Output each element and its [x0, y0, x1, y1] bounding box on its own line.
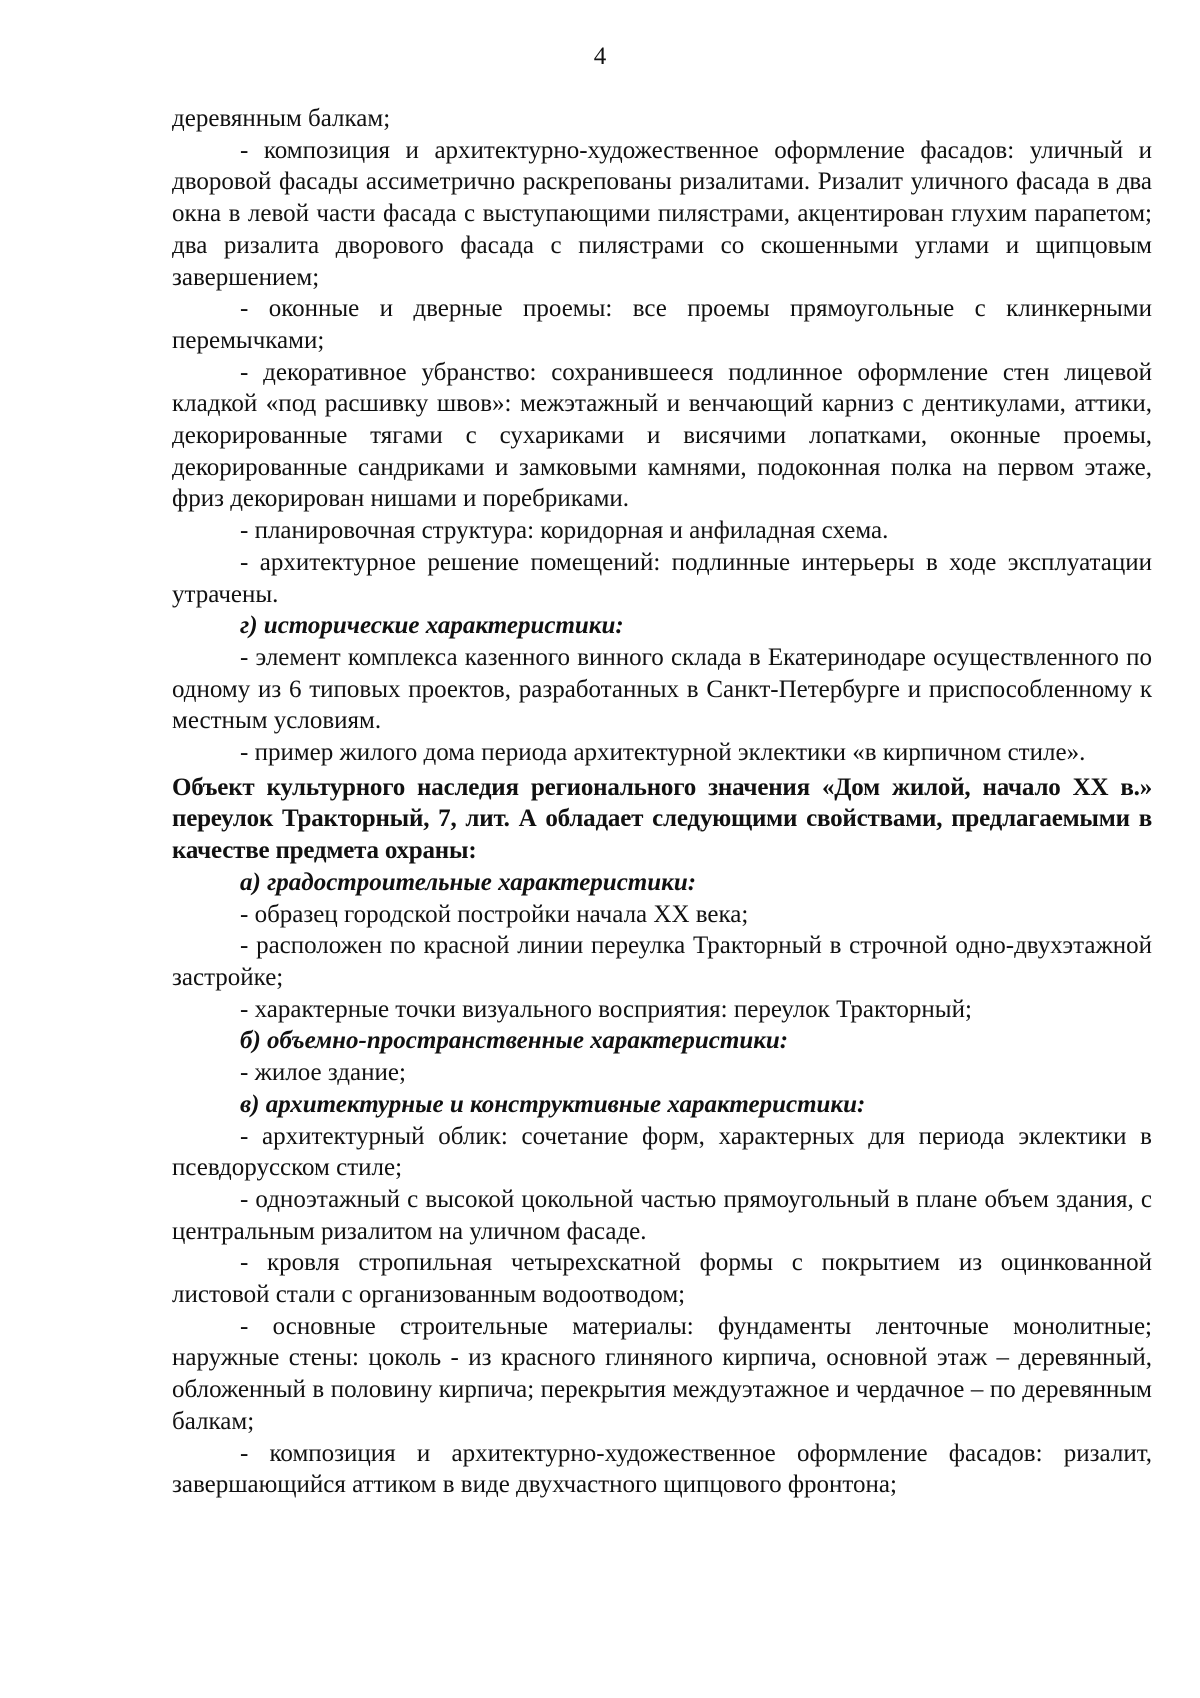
paragraph: - одноэтажный с высокой цокольной частью прямоугольный в плане объем здания, с центральным ризалитом на уличном фасаде. [172, 1185, 1152, 1245]
section-heading: а) градостроительные характеристики: [240, 868, 697, 896]
page-number: 4 [593, 43, 607, 70]
object-heading: Объект культурного наследия регионального значения «Дом жилой, начало XX в.» переулок Тракторный, 7, лит. А обладает следующими свойствами, предлагаемыми в качестве предмета охраны: [172, 773, 1152, 865]
paragraph: - кровля стропильная четырехскатной формы с покрытием из оцинкованной листовой стали с организованным водоотводом; [172, 1249, 1152, 1309]
paragraph: - жилое здание; [240, 1059, 406, 1087]
paragraph: - композиция и архитектурно-художественное оформление фасадов: уличный и дворовой фасады ассиметрично раскрепованы ризалитами. Ризалит уличного фасада в два окна в левой части фасада с выступающими пилястрами, акцентирован глухим парапетом; два ризалита дворового фасада с пилястрами со скошенными углами и щипцовым завершением; [172, 136, 1152, 291]
paragraph: - элемент комплекса казенного винного склада в Екатеринодаре осуществленного по одному из 6 типовых проектов, разработанных в Санкт-Петербурге и приспособленному к местным условиям. [172, 643, 1152, 735]
paragraph: - образец городской постройки начала XX века; [240, 900, 749, 928]
document-body [172, 103, 1152, 1501]
paragraph: - архитектурное решение помещений: подлинные интерьеры в ходе эксплуатации утрачены. [172, 548, 1152, 608]
paragraph: - основные строительные материалы: фундаменты ленточные монолитные; наружные стены: цоколь - из красного глиняного кирпича, основной этаж – деревянный, обложенный в половину кирпича; перекрытия междуэтажное и чердачное – по деревянным балкам; [172, 1312, 1152, 1435]
paragraph: - декоративное убранство: сохранившееся подлинное оформление стен лицевой кладкой «под расшивку швов»: межэтажный и венчающий карниз с дентикулами, аттики, декорированные тягами с сухариками и висячими лопатками, оконные проемы, декорированные сандриками и замковыми камнями, подоконная полка на первом этаже, фриз декорирован нишами и поребриками. [172, 358, 1152, 513]
section-heading: б) объемно-пространственные характеристики: [240, 1027, 789, 1055]
paragraph: - оконные и дверные проемы: все проемы прямоугольные с клинкерными перемычками; [172, 295, 1152, 354]
paragraph: - характерные точки визуального восприятия: переулок Тракторный; [240, 995, 972, 1023]
paragraph: - композиция и архитектурно-художественное оформление фасадов: ризалит, завершающийся аттиком в виде двухчастного щипцового фронтона; [172, 1439, 1152, 1499]
paragraph: - планировочная структура: коридорная и анфиладная схема. [240, 517, 889, 545]
paragraph: - архитектурный облик: сочетание форм, характерных для периода эклектики в псевдорусском стиле; [172, 1122, 1152, 1182]
paragraph: - пример жилого дома периода архитектурной эклектики «в кирпичном стиле». [240, 739, 1086, 767]
paragraph: - расположен по красной линии переулка Тракторный в строчной одно-двухэтажной застройке; [172, 932, 1152, 991]
section-heading: г) исторические характеристики: [240, 612, 624, 640]
paragraph: деревянным балкам; [172, 105, 391, 132]
section-heading: в) архитектурные и конструктивные характеристики: [240, 1090, 866, 1118]
